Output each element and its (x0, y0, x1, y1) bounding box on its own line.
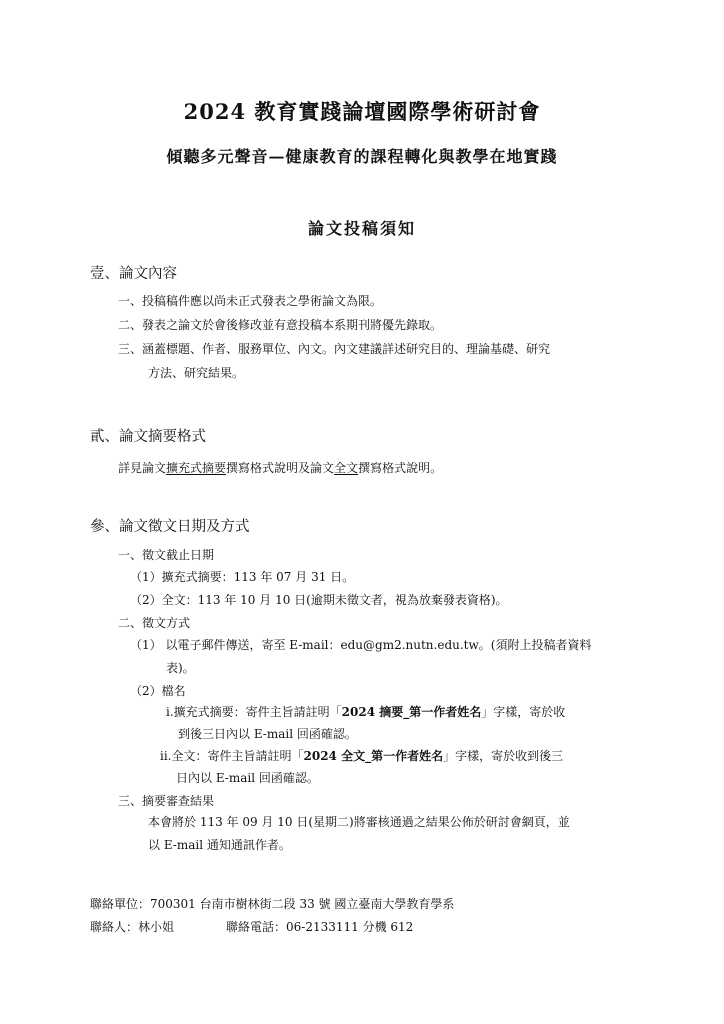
contact-person: 聯絡人：林小姐 (90, 920, 175, 934)
filename-abstract-format: 2024 摘要_第一作者姓名 (341, 705, 482, 719)
section2-text-post: 撰寫格式說明。 (358, 461, 443, 475)
review-result-label: 三、摘要審查結果 (118, 794, 215, 808)
filename-abstract-pre: i.擴充式摘要：寄件主旨請註明「 (166, 705, 342, 719)
conference-subtitle: 傾聽多元聲音—健康教育的課程轉化與教學在地實踐 (166, 147, 558, 166)
extended-abstract-format-link[interactable]: 擴充式摘要 (166, 461, 227, 475)
section2-text-mid: 撰寫格式說明及論文 (226, 461, 335, 475)
filename-fulltext-post: 」字樣，寄於收到後三 (443, 749, 564, 763)
section1-heading: 壹、論文內容 (90, 266, 177, 282)
document-title: 論文投稿須知 (307, 219, 416, 238)
submission-email-line-cont: 表)。 (166, 661, 195, 675)
contact-phone: 聯絡電話：06-2133111 分機 612 (226, 920, 414, 934)
section2-text (118, 459, 442, 476)
section1-item-3-cont: 方法、研究結果。 (148, 366, 245, 380)
deadline-label: 一、徵文截止日期 (118, 548, 215, 562)
section1-item-2: 二、發表之論文於會後修改並有意投稿本系期刊將優先錄取。 (118, 318, 443, 332)
deadline-abstract: （1）擴充式摘要：113 年 07 月 31 日。 (130, 570, 355, 584)
section1-item-1: 一、投稿稿件應以尚未正式發表之學術論文為限。 (118, 294, 383, 308)
submission-method-label: 二、徵文方式 (118, 616, 191, 630)
conference-title: 2024 教育實踐論壇國際學術研討會 (183, 99, 541, 124)
filename-fulltext-rule-cont: 日內以 E-mail 回函確認。 (176, 771, 319, 785)
full-text-format-link[interactable]: 全文 (334, 461, 359, 475)
deadline-fulltext: （2）全文：113 年 10 月 10 日(逾期未徵文者，視為放棄發表資格)。 (130, 593, 508, 607)
filename-abstract-rule-cont: 到後三日內以 E-mail 回函確認。 (178, 727, 357, 741)
review-result-line2: 以 E-mail 通知通訊作者。 (148, 838, 291, 852)
filename-fulltext-pre: ii.全文：寄件主旨請註明「 (160, 749, 304, 763)
filename-fulltext-format: 2024 全文_第一作者姓名 (303, 749, 444, 763)
filename-abstract-rule (166, 703, 565, 720)
section3-heading: 參、論文徵文日期及方式 (90, 519, 250, 535)
section2-heading: 貳、論文摘要格式 (90, 429, 206, 445)
section2-text-pre: 詳見論文 (118, 461, 167, 475)
filename-abstract-post: 」字樣，寄於收 (481, 705, 566, 719)
filename-fulltext-rule (160, 747, 563, 764)
review-result-line1: 本會將於 113 年 09 月 10 日(星期二)將審核通過之結果公佈於研討會網頁，並 (148, 815, 570, 829)
submission-email-line: （1） 以電子郵件傳送，寄至 E-mail：edu@gm2.nutn.edu.tw。(須附上投稿者資料 (130, 638, 592, 652)
filename-label: （2）檔名 (130, 684, 186, 698)
section1-item-3: 三、涵蓋標題、作者、服務單位、內文。內文建議詳述研究目的、理論基礎、研究 (118, 342, 551, 356)
contact-unit: 聯絡單位：700301 台南市樹林街二段 33 號 國立臺南大學教育學系 (90, 897, 455, 911)
